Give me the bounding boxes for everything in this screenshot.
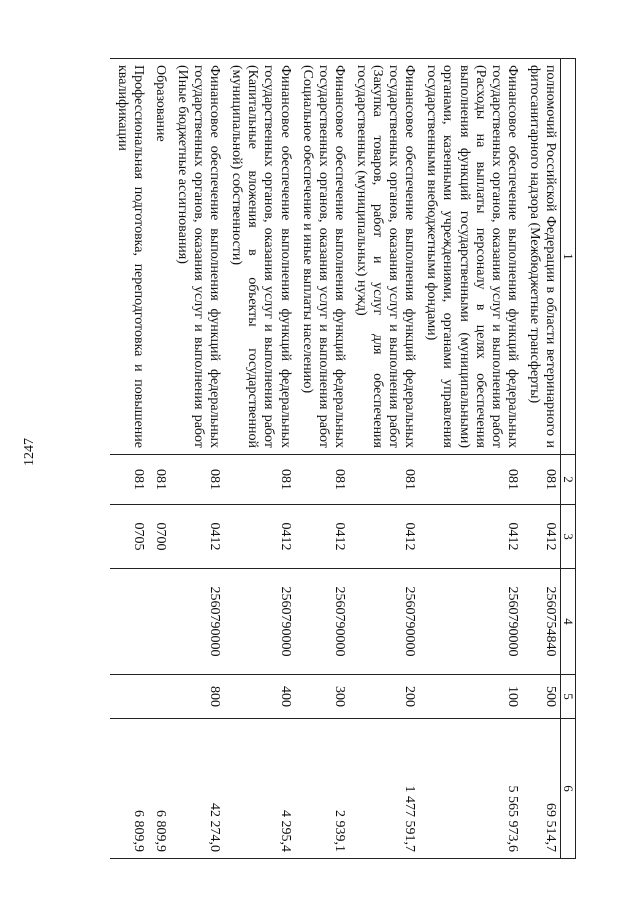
amount: 4 295,4: [224, 719, 294, 859]
table-row: [295, 59, 349, 859]
ministry-code: 081: [349, 455, 419, 505]
expense-type: [110, 675, 148, 719]
expense-type: 500: [522, 675, 561, 719]
section-code: 0705: [110, 505, 148, 569]
table-row: [349, 59, 419, 859]
ministry-code: 081: [110, 455, 148, 505]
amount: 1 477 591,7: [349, 719, 419, 859]
section-code: 0412: [522, 505, 561, 569]
ministry-code: 081: [148, 455, 170, 505]
amount: 6 809,9: [110, 719, 148, 859]
section-code: 0700: [148, 505, 170, 569]
section-code: 0412: [170, 505, 224, 569]
table-row: [419, 59, 522, 859]
section-code: 0412: [349, 505, 419, 569]
header-col-5: 5: [561, 675, 576, 719]
expense-type: 300: [295, 675, 349, 719]
page-number: 1247: [22, 438, 37, 466]
row-name: Образование: [148, 59, 170, 455]
amount: 6 809,9: [148, 719, 170, 859]
header-col-3: 3: [561, 505, 576, 569]
header-row: [561, 59, 576, 859]
target-article: 2560790000: [349, 569, 419, 675]
budget-table: [110, 58, 576, 859]
section-code: 0412: [419, 505, 522, 569]
table-row: [148, 59, 170, 859]
row-name: Финансовое обеспечение выполнения функций федеральных государственных органов, оказания услуг и выполнения работ (Закупка товаров, работ и услуг для обеспечения государственных (муниципальных) нужд): [349, 59, 419, 455]
header-col-6: 6: [561, 719, 576, 859]
target-article: 2560790000: [295, 569, 349, 675]
rotated-budget-table-page: [56, 58, 576, 858]
row-name: Финансовое обеспечение выполнения функций федеральных государственных органов, оказания услуг и выполнения работ (Иные бюджетные ассигнования): [170, 59, 224, 455]
expense-type: 400: [224, 675, 294, 719]
target-article: [110, 569, 148, 675]
target-article: 2560790000: [224, 569, 294, 675]
header-col-2: 2: [561, 455, 576, 505]
expense-type: 800: [170, 675, 224, 719]
header-col-4: 4: [561, 569, 576, 675]
ministry-code: 081: [295, 455, 349, 505]
amount: 5 565 973,6: [419, 719, 522, 859]
section-code: 0412: [224, 505, 294, 569]
table-row: [224, 59, 294, 859]
target-article: [148, 569, 170, 675]
amount: 69 514,7: [522, 719, 561, 859]
expense-type: 100: [419, 675, 522, 719]
target-article: 2560790000: [419, 569, 522, 675]
target-article: 2560790000: [170, 569, 224, 675]
target-article: 2560754840: [522, 569, 561, 675]
section-code: 0412: [295, 505, 349, 569]
row-name: Финансовое обеспечение выполнения функций федеральных государственных органов, оказания услуг и выполнения работ (Капитальные вложения в объекты государственной (муниципальной) собственности): [224, 59, 294, 455]
ministry-code: 081: [170, 455, 224, 505]
header-col-1: 1: [561, 59, 576, 455]
row-name: полномочий Российской Федерации в области ветеринарного и фитосанитарного надзора (Межбюджетные трансферты): [522, 59, 561, 455]
ministry-code: 081: [224, 455, 294, 505]
row-name: Профессиональная подготовка, переподготовка и повышение квалификации: [110, 59, 148, 455]
table-row: [170, 59, 224, 859]
expense-type: [148, 675, 170, 719]
row-name: Финансовое обеспечение выполнения функций федеральных государственных органов, оказания услуг и выполнения работ (Расходы на выплаты персоналу в целях обеспечения выполнения функций государственными (муниципальными) органами, казенными учреждениями, органами управления государственными внебюджетными фондами): [419, 59, 522, 455]
row-name: Финансовое обеспечение выполнения функций федеральных государственных органов, оказания услуг и выполнения работ (Социальное обеспечение и иные выплаты населению): [295, 59, 349, 455]
ministry-code: 081: [419, 455, 522, 505]
ministry-code: 081: [522, 455, 561, 505]
table-row: [522, 59, 561, 859]
amount: 42 274,0: [170, 719, 224, 859]
table-row: [110, 59, 148, 859]
expense-type: 200: [349, 675, 419, 719]
amount: 2 939,1: [295, 719, 349, 859]
